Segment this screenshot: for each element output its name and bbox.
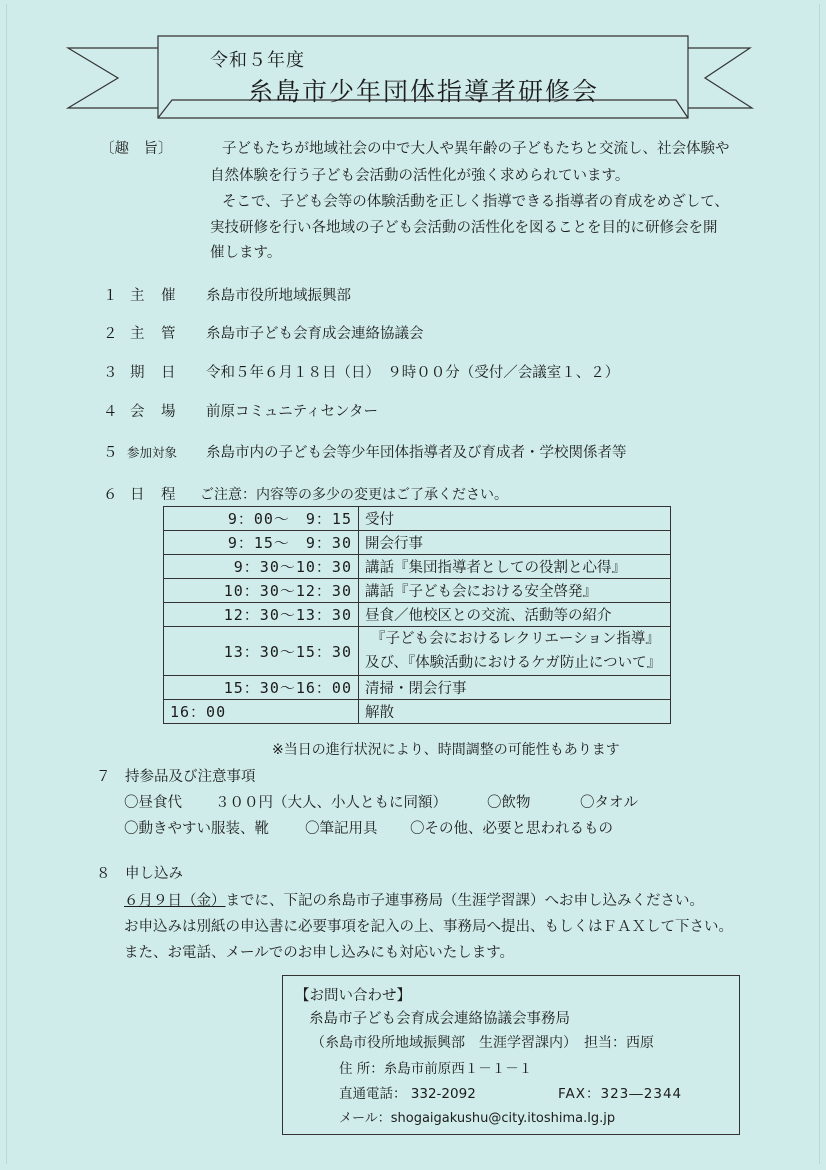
schedule-note: ご注意：内容等の多少の変更はご了承ください。	[200, 487, 508, 503]
purpose-label: 〔趣 旨〕	[100, 141, 173, 157]
item-label: 期 日	[130, 365, 177, 381]
item-number: ２	[103, 326, 119, 342]
purpose-line-4: 実技研修を行い各地域の子ども会活動の活性化を図ることを目的に研修会を開	[210, 220, 718, 236]
contact-fax: FAX：323―2344	[558, 1086, 683, 1102]
purpose-line-1: 子どもたちが地域社会の中で大人や異年齢の子どもたちと交流し、社会体験や	[222, 141, 730, 157]
time-cell: 10：30～12：30	[164, 579, 359, 603]
deadline: ６月９日（金）	[124, 893, 226, 909]
item-number: ３	[103, 365, 119, 381]
item-label: 主 催	[130, 288, 177, 304]
item-number: １	[103, 288, 119, 304]
content-line: 及び、『体験活動におけるケガ防止について』	[365, 655, 662, 671]
content-cell: 講話『子ども会における安全啓発』	[359, 579, 671, 603]
schedule-footnote: ※当日の進行状況により、時間調整の可能性もあります	[272, 742, 620, 758]
apply-line-2: お申込みは別紙の申込書に必要事項を記入の上、事務局へ提出、もしくはＦＡＸして下さい。	[124, 919, 733, 935]
item-value: 前原コミュニティセンター	[206, 404, 378, 420]
time-cell: 15：30～16：00	[164, 676, 359, 700]
contact-address: 住 所：糸島市前原西１－１－１	[339, 1061, 533, 1077]
item-value: 糸島市役所地域振興部	[206, 288, 351, 304]
item-number: ６	[103, 487, 119, 503]
purpose-line-2: 自然体験を行う子ども会活動の活性化が強く求められています。	[210, 168, 630, 184]
item-value: 糸島市内の子ども会等少年団体指導者及び育成者・学校関係者等	[206, 445, 627, 461]
content-cell: 昼食／他校区との交流、活動等の紹介	[359, 603, 671, 627]
time-cell: 9：15～ 9：30	[164, 531, 359, 555]
content-cell	[359, 627, 671, 676]
item-label: 会 場	[130, 404, 177, 420]
content-line: 『子ども会におけるレクリエーション指導』	[371, 631, 660, 647]
contact-org: 糸島市子ども会育成会連絡協議会事務局	[309, 1011, 570, 1027]
apply-line-1-rest: までに、下記の糸島市子連事務局（生涯学習課）へお申し込みください。	[225, 893, 704, 909]
table-row	[164, 555, 671, 579]
schedule-table	[163, 506, 671, 724]
belonging-item: 〇動きやすい服装、靴	[124, 821, 269, 837]
belonging-item: 〇その他、必要と思われるもの	[410, 821, 613, 837]
belonging-item: ３００円（大人、小人ともに同額）	[215, 795, 447, 811]
table-row	[164, 507, 671, 531]
item-value: 糸島市子ども会育成会連絡協議会	[206, 326, 424, 342]
contact-phone: 直通電話： 332-2092	[339, 1086, 476, 1102]
contact-heading: 【お問い合わせ】	[295, 988, 411, 1004]
table-row	[164, 603, 671, 627]
item-number: ７	[96, 769, 112, 785]
content-cell: 受付	[359, 507, 671, 531]
item-number: ８	[96, 866, 112, 882]
item-label: 主 管	[130, 326, 177, 342]
item-number: ５	[103, 445, 119, 461]
time-cell: 12：30～13：30	[164, 603, 359, 627]
apply-line-3: また、お電話、メールでのお申し込みにも対応いたします。	[124, 945, 515, 961]
purpose-line-3: そこで、子ども会等の体験活動を正しく指導できる指導者の育成をめざして、	[222, 194, 729, 210]
content-cell: 開会行事	[359, 531, 671, 555]
contact-dept: （糸島市役所地域振興部 生涯学習課内） 担当：西原	[311, 1035, 654, 1051]
page-title: 糸島市少年団体指導者研修会	[248, 77, 600, 106]
table-row	[164, 531, 671, 555]
contact-box	[282, 975, 740, 1135]
apply-label: 申し込み	[125, 866, 183, 882]
table-row	[164, 579, 671, 603]
time-cell: 9：30～10：30	[164, 555, 359, 579]
fiscal-year: 令和５年度	[210, 50, 305, 71]
belonging-item: 〇昼食代	[124, 795, 182, 811]
apply-line-1	[124, 889, 704, 910]
ribbon-graphic	[0, 0, 826, 140]
purpose-line-5: 催します。	[210, 245, 282, 261]
time-cell: 9：00～ 9：15	[164, 507, 359, 531]
belonging-item: 〇タオル	[580, 795, 638, 811]
item-number: ４	[103, 404, 119, 420]
content-cell: 清掃・閉会行事	[359, 676, 671, 700]
table-row	[164, 676, 671, 700]
belonging-item: 〇飲物	[487, 795, 531, 811]
belonging-item: 〇筆記用具	[305, 821, 378, 837]
item-value: 令和５年６月１８日（日） ９時００分（受付／会議室１、２）	[206, 365, 620, 381]
table-row	[164, 700, 671, 724]
time-cell: 13：30～15：30	[164, 627, 359, 676]
item-label: 参加対象	[127, 445, 178, 460]
content-cell: 講話『集団指導者としての役割と心得』	[359, 555, 671, 579]
belongings-label: 持参品及び注意事項	[125, 769, 256, 785]
time-cell: 16：00	[164, 700, 359, 724]
table-row	[164, 627, 671, 676]
content-cell: 解散	[359, 700, 671, 724]
contact-email: メール：shogaigakushu@city.itoshima.lg.jp	[339, 1111, 616, 1126]
schedule-label: 日 程	[130, 487, 177, 503]
